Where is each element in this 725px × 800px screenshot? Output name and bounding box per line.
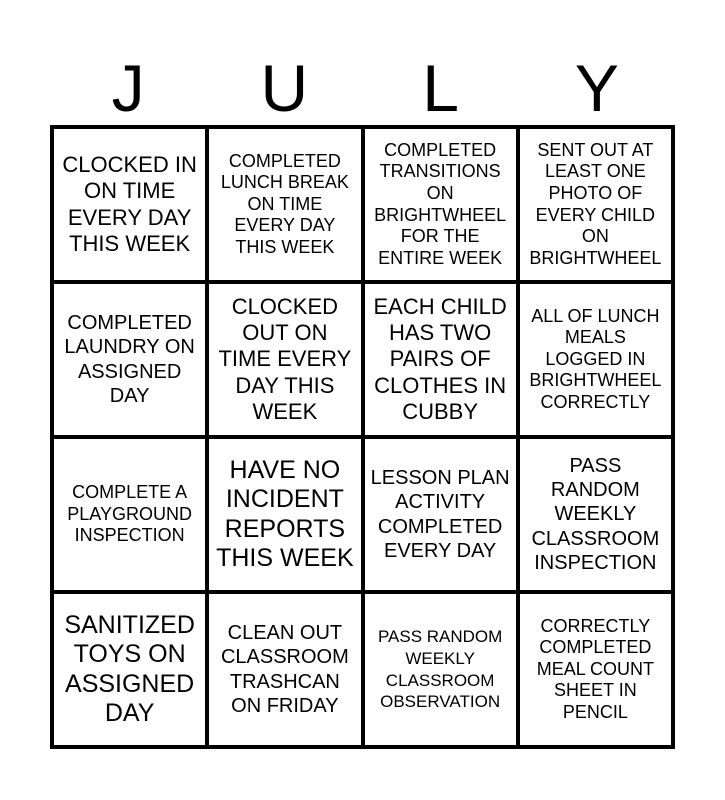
bingo-board — [50, 125, 675, 749]
bingo-cell[interactable] — [209, 284, 360, 435]
cell-text: SANITIZED TOYS ON ASSIGNED DAY — [64, 610, 195, 727]
title-letter-l: L — [422, 51, 459, 125]
cell-text: HAVE NO INCIDENT REPORTS THIS WEEK — [216, 455, 354, 572]
bingo-cell[interactable] — [520, 439, 671, 590]
bingo-cell[interactable] — [54, 129, 205, 280]
cell-text: CLEAN OUT CLASSROOM TRASHCAN ON FRIDAY — [220, 621, 349, 717]
title-letter-u: U — [260, 51, 309, 125]
bingo-cell[interactable] — [209, 439, 360, 590]
bingo-cell[interactable] — [365, 439, 516, 590]
bingo-cell[interactable] — [54, 594, 205, 745]
cell-text: CORRECTLY COMPLETED MEAL COUNT SHEET IN PENCIL — [536, 615, 655, 722]
bingo-title — [50, 52, 675, 124]
cell-text: CLOCKED IN ON TIME EVERY DAY THIS WEEK — [62, 151, 197, 256]
bingo-cell[interactable] — [209, 129, 360, 280]
bingo-cell[interactable] — [365, 284, 516, 435]
bingo-cell[interactable] — [520, 594, 671, 745]
cell-text: PASS RANDOM WEEKLY CLASSROOM INSPECTION — [531, 454, 660, 575]
title-letter-y: Y — [574, 51, 619, 125]
cell-text: COMPLETED LUNCH BREAK ON TIME EVERY DAY THIS WEEK — [220, 150, 349, 257]
bingo-cell[interactable] — [54, 284, 205, 435]
title-letter-j: J — [111, 51, 145, 125]
cell-text: ALL OF LUNCH MEALS LOGGED IN BRIGHTWHEEL CORRECTLY — [529, 305, 662, 412]
bingo-cell[interactable] — [365, 129, 516, 280]
cell-text: COMPLETE A PLAYGROUND INSPECTION — [67, 482, 192, 546]
bingo-cell[interactable] — [520, 129, 671, 280]
cell-text: COMPLETED LAUNDRY ON ASSIGNED DAY — [64, 311, 195, 407]
bingo-cell[interactable] — [54, 439, 205, 590]
cell-text: LESSON PLAN ACTIVITY COMPLETED EVERY DAY — [370, 466, 510, 562]
cell-text: COMPLETED TRANSITIONS ON BRIGHTWHEEL FOR THE ENTIRE WEEK — [374, 139, 507, 268]
cell-text: PASS RANDOM WEEKLY CLASSROOM OBSERVATION — [377, 627, 503, 712]
bingo-cell[interactable] — [365, 594, 516, 745]
cell-text: CLOCKED OUT ON TIME EVERY DAY THIS WEEK — [218, 293, 352, 425]
bingo-cell[interactable] — [520, 284, 671, 435]
cell-text: SENT OUT AT LEAST ONE PHOTO OF EVERY CHILD ON BRIGHTWHEEL — [529, 139, 662, 268]
cell-text: EACH CHILD HAS TWO PAIRS OF CLOTHES IN CUBBY — [373, 293, 507, 425]
bingo-cell[interactable] — [209, 594, 360, 745]
